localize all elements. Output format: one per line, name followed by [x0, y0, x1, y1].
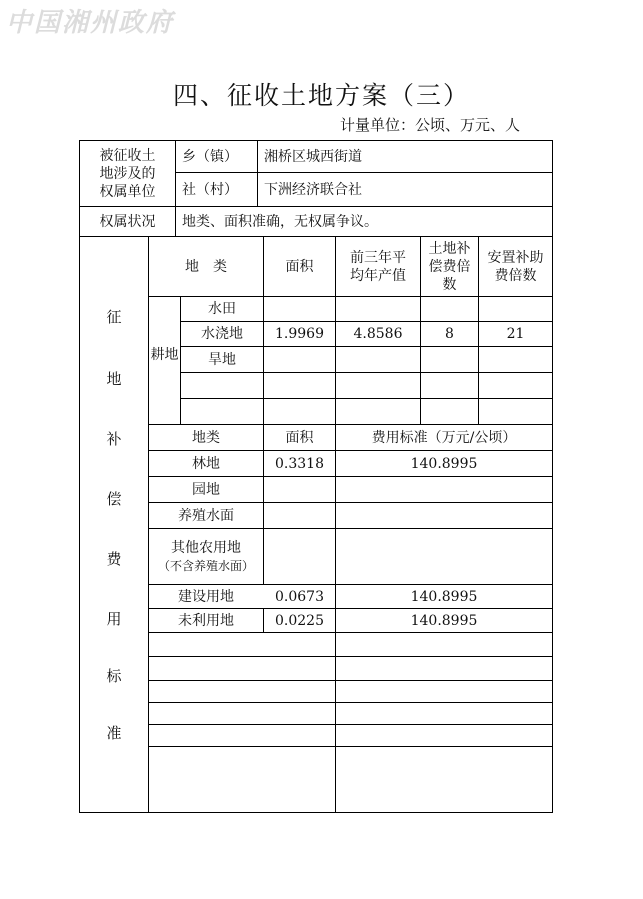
- land-type-cell: 未利用地: [178, 612, 234, 629]
- land-type-cell: 建设用地: [178, 588, 234, 605]
- status-label: 权属状况: [99, 213, 156, 230]
- village-label: 社（村）: [182, 181, 238, 198]
- land-type-cell: 水田: [208, 301, 236, 317]
- ownership-unit-label: 被征收土 地涉及的 权属单位: [99, 147, 156, 200]
- area-cell: 0.3318: [275, 455, 324, 472]
- standard-cell: 140.8995: [410, 588, 478, 605]
- land-type-cell: 旱地: [208, 351, 236, 368]
- page-title: 四、征收土地方案（三）: [172, 81, 470, 110]
- area-cell: 0.0673: [275, 588, 324, 605]
- measurement-unit: 计量单位：公顷、万元、人: [340, 116, 521, 134]
- land-type-cell: 园地: [192, 481, 220, 498]
- land-compensation-cell: 8: [445, 326, 454, 342]
- land-type-cell: 林地: [192, 455, 220, 472]
- avg-output-cell: 4.8586: [353, 326, 403, 342]
- area-cell: 0.0225: [275, 612, 324, 629]
- farmland-group-label: 耕地: [150, 347, 179, 363]
- land-type-cell: 养殖水面: [178, 507, 234, 524]
- other-header-standard: 费用标准（万元/公顷）: [371, 429, 517, 446]
- header-area: 面积: [285, 258, 314, 275]
- land-type-cell: 水浇地: [201, 326, 243, 342]
- header-land-compensation: 土地补 偿费倍 数: [428, 240, 471, 293]
- town-label: 乡（镇）: [182, 148, 238, 165]
- resettlement-cell: 21: [506, 326, 525, 342]
- status-value: 地类、面积准确，无权属争议。: [182, 213, 378, 230]
- header-resettlement: 安置补助 费倍数: [487, 249, 544, 284]
- village-value: 下洲经济联合社: [264, 181, 362, 198]
- watermark: 中国湘州政府: [6, 8, 175, 38]
- area-cell: 1.9969: [275, 326, 324, 342]
- land-type-cell: 其他农用地 （不含养殖水面）: [157, 539, 254, 573]
- standard-cell: 140.8995: [410, 455, 478, 472]
- other-header-land-type: 地类: [192, 429, 220, 446]
- town-value: 湘桥区城西街道: [264, 148, 362, 165]
- header-land-type: 地 类: [185, 258, 227, 275]
- other-header-area: 面积: [285, 429, 314, 446]
- header-avg-output: 前三年平 均年产值: [350, 249, 406, 284]
- standard-cell: 140.8995: [410, 612, 478, 629]
